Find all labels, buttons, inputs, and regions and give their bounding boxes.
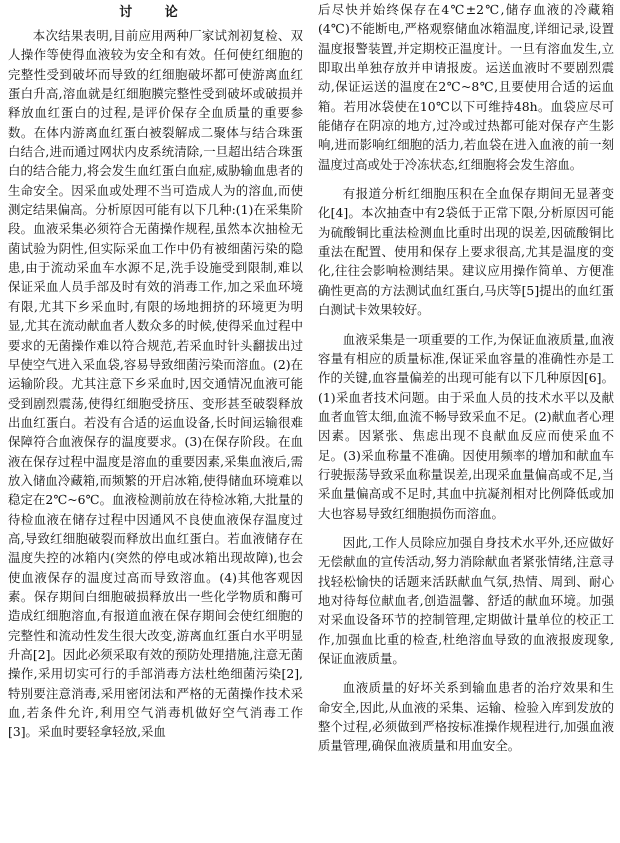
paragraph-gap [318,174,614,184]
right-column [318,0,614,756]
paragraph-gap [318,668,614,678]
paragraph-staff-measures: 因此,工作人员除应加强自身技术水平外,还应做好无偿献血的宣传活动,努力消除献血者紧张情绪,注意寻找轻松愉快的话题来活跃献血气氛,热情、周到、耐心地对待每位献血者,创造温馨、舒适的献血环境。加强对采血设备环节的控制管理,定期做计量单位的校正工作,加强血比重的检查,杜绝溶血导致的血液报废现象,保证血液质量。 [318,534,614,666]
paragraph-gap [318,320,614,330]
paragraph-hematocrit: 有报道分析红细胞压积在全血保存期间无显著变化[4]。本次抽查中有2袋低于正常下限,分析原因可能为硫酸铜比重法检测血比重时出现的误差,因硫酸铜比重法在配置、使用和保存上要求很高,尤其是温度的变化,往往会影响检测结果。建议应用操作简单、方便准确性更高的方法测试血红蛋白,马庆等[5]提出的血红蛋白测试卡效果较好。 [318,186,614,318]
left-column [8,0,303,742]
paragraph-collection-volume: 血液采集是一项重要的工作,为保证血液质量,血液容量有相应的质量标准,保证采血容量的准确性亦是工作的关键,血容量偏差的出现可能有以下几种原因[6]。(1)采血者技术问题。由于采血人员的技术水平以及献血者血管太细,血流不畅导致采血不足。(2)献血者心理因素。因紧张、焦虑出现不良献血反应而使采血不足。(3)采血称量不准确。因使用频率的增加和献血车行驶振荡导致采血称量误差,出现采血量偏高或不足,当采血量偏高或不足时,其血中抗凝剂相对比例降低或加大也容易导致红细胞损伤而溶血。 [318,331,614,521]
paragraph-conclusion: 血液质量的好坏关系到输血患者的治疗效果和生命安全,因此,从血液的采集、运输、检验入库到发放的整个过程,必须做到严格按标准操作规程进行,加强血液质量管理,确保血液质量和用血安全。 [318,680,614,754]
paragraph-results-and-hemolysis-causes-continued: 后尽快并始终保存在4℃±2℃,储存血液的冷藏箱(4℃)不能断电,严格观察储血冰箱温度,详细记录,设置温度报警装置,并定期校正温度计。一旦有溶血发生,立即取出单独存放并申请报废。运送血液时不要剧烈震动,保证运送的温度在2℃~8℃,且要使用合适的运血箱。若用冰袋使在10℃以下可维持48h。血袋应尽可能储存在阴凉的地方,过冷或过热都可能对保存产生影响,进而影响红细胞的活力,若血袋在进入血液的前一刻温度过高或处于冷冻状态,红细胞将会发生溶血。 [318,2,614,172]
paragraph-gap [318,523,614,533]
section-title: 讨 论 [119,5,192,20]
paragraph-results-and-hemolysis-causes: 本次结果表明,目前应用两种厂家试剂初复检、双人操作等使得血液较为安全和有效。任何使红细胞的完整性受到破坏而导致的红细胞破坏都可使游离血红蛋白升高,溶血就是红细胞膜完整性受到破坏或破损并释放血红蛋白的过程,是评价保存全血质量的重要参数。在体内游离血红蛋白被裂解成二聚体与结合珠蛋白结合,进而通过网状内皮系统清除,一旦超出结合珠蛋白的结合能力,将会发生血红蛋白血症,威胁输血患者的生命安全。因采血或处理不当可造成人为的溶血,而使测定结果偏高。分析原因可能有以下几种:(1)在采集阶段。血液采集必须符合无菌操作规程,虽然本次抽检无菌试验为阴性,但实际采血工作中仍有被细菌污染的隐患,由于流动采血车水源不足,洗手设施受到限制,难以保证采血人员手部及时有效的消毒工作,加之采血环境有限,尤其下乡采血时,有限的场地拥挤的环境更为明显,尤其在流动献血者人数众多的时候,使得采血过程中要求的无菌操作难以符合规范,若采血时针头翻拔出过早使空气进入采血袋,容易导致细菌污染而溶血。(2)在运输阶段。尤其注意下乡采血时,因交通情况血液可能受到剧烈震荡,使得红细胞受挤压、变形甚至破裂释放出血红蛋白。若没有合适的运血设备,长时间运输很难保障符合血液保存的温度要求。(3)在保存阶段。在血液在保存过程中温度是溶血的重要因素,采集血液后,需放入储血冷藏箱,而频繁的开启冰箱,使得储血环境难以稳定在2℃~6℃。血液检测前放在待检冰箱,大批量的待检血液在储存过程中因通风不良使血液保存温度过高,导致红细胞破裂而释放出血红蛋白。若血液储存在温度失控的冰箱内(突然的停电或冰箱出现故障),也会使血液保存的温度过高而导致溶血。(4)其他客观因素。保存期间白细胞破损释放出一些化学物质和酶可造成红细胞溶血,有报道血液在保存期间会使红细胞的完整性和流动性发生很大改变,游离血红蛋白水平明显升高[2]。因此必须采取有效的预防处理措施,注意无菌操作,采用切实可行的手部消毒方法杜绝细菌污染[2],特别要注意消毒,采用密闭法和严格的无菌操作技术采血,若条件允许,利用空气消毒机做好空气消毒工作[3]。采血时要轻拿轻放,采血 [8,28,303,740]
